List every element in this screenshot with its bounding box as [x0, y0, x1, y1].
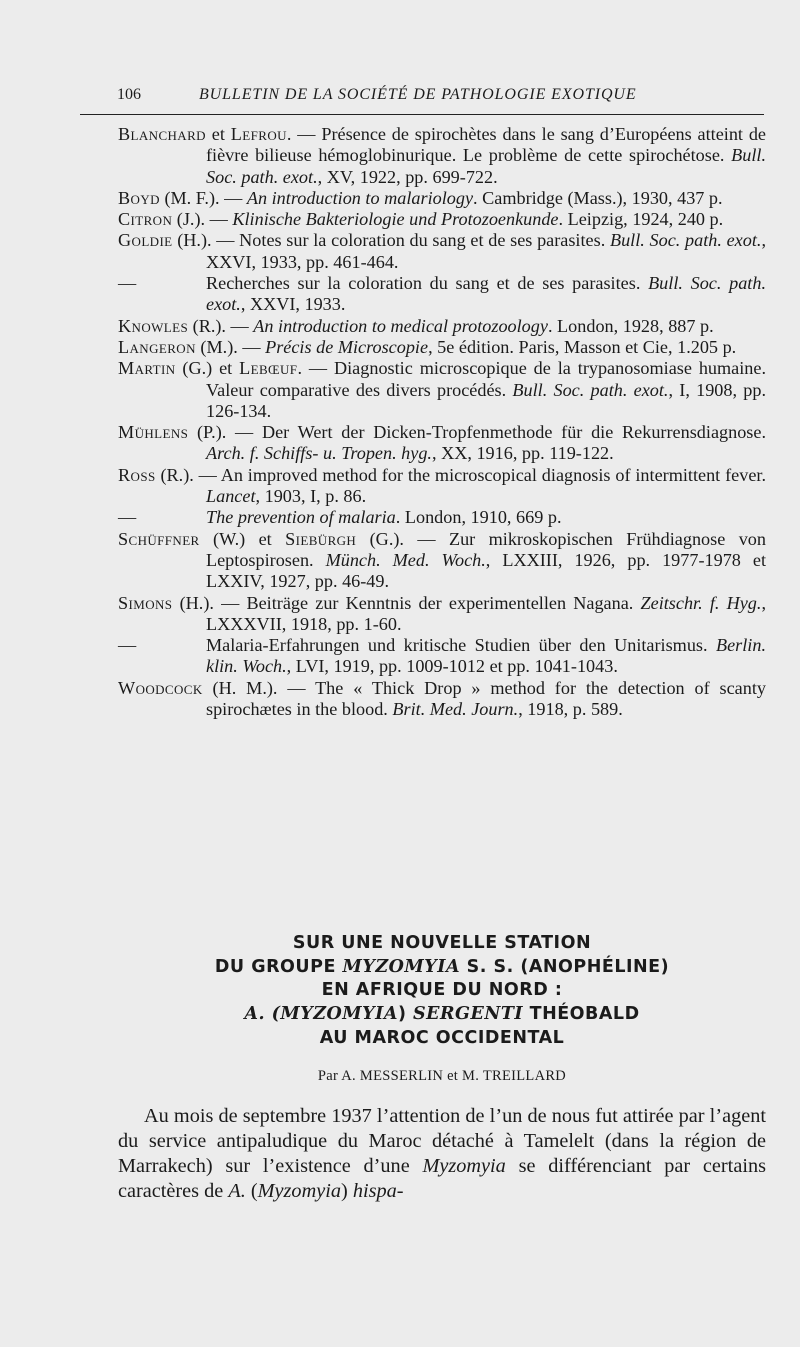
body-text: Au mois de septembre 1937 l’attention de l’un de nous fut attirée par l’agent du service antipaludique du Maroc détaché à Tamelelt (dans la région de Marrakech) sur l’existence d’une [118, 1105, 766, 1177]
reference-author-joiner: (W.) et [199, 528, 286, 549]
reference-text: (P.). — Der Wert der Dicken-Tropfenmethode für die Rekurrensdiagnose. [188, 422, 766, 443]
reference-text: (R.). — [188, 315, 254, 336]
reference-journal: Klinische Bakteriologie und Protozoenkunde [232, 209, 559, 230]
reference-tail: . Leipzig, 1924, 240 p. [558, 209, 724, 230]
reference-tail: , 5e édition. Paris, Masson et Cie, 1.205 p. [428, 336, 737, 357]
reference-text: (H. M.). — The « Thick Drop » method for the detection of scanty spirochætes in the blood. [202, 677, 766, 720]
reference-item [118, 465, 766, 508]
reference-text: (H.). — Notes sur la coloration du sang et de ses parasites. [172, 230, 610, 251]
running-title: BULLETIN DE LA SOCIÉTÉ DE PATHOLOGIE EXOTIQUE [199, 86, 637, 103]
reference-item [118, 358, 766, 422]
reference-journal: Arch. f. Schiffs- u. Tropen. hyg. [206, 443, 432, 464]
reference-tail: , LXXXVII, 1918, pp. 1-60. [206, 592, 766, 634]
reference-journal: Bull. Soc. path. exot. [609, 230, 762, 251]
reference-journal: Bull. Soc. path. exot. [512, 379, 669, 400]
reference-item [118, 124, 766, 188]
reference-text: (M.). — [195, 336, 266, 357]
title-text: DU GROUPE [214, 956, 343, 977]
reference-author-joiner: (G.) et [175, 358, 240, 379]
title-line [118, 1003, 766, 1027]
reference-journal: Berlin. klin. Woch. [206, 635, 766, 677]
reference-author-joiner: et [205, 124, 231, 144]
title-text: THÉOBALD [523, 1004, 640, 1025]
reference-author: Siebürgh [285, 528, 357, 549]
reference-text: . — Diagnostic microscopique de la trypanosomiase humaine. Valeur comparative des divers procédés. [206, 358, 766, 400]
reference-text: Recherches sur la coloration du sang et de ses parasites. [206, 273, 649, 294]
ditto-dash: — [118, 507, 137, 528]
body-paragraph [118, 1104, 766, 1204]
reference-journal: Zeitschr. f. Hyg. [640, 592, 762, 613]
article-title [118, 932, 766, 1051]
reference-text: (H.). — Beiträge zur Kenntnis der experimentellen Nagana. [172, 592, 641, 613]
reference-tail: , XXVI, 1933, pp. 461-464. [206, 230, 766, 272]
reference-item [118, 209, 766, 230]
reference-author: Lebœuf [239, 358, 298, 379]
title-line: SUR UNE NOUVELLE STATION [292, 933, 592, 953]
reference-item [118, 635, 766, 678]
reference-item [118, 188, 766, 209]
reference-item [118, 593, 766, 636]
reference-journal: Lancet [206, 486, 256, 507]
reference-journal: Précis de Microscopie [265, 336, 429, 357]
genus-initial: A. ( [244, 1004, 281, 1025]
genus-initial: A. [228, 1180, 246, 1202]
reference-tail: . Cambridge (Mass.), 1930, 437 p. [473, 187, 723, 208]
ditto-dash: — [118, 273, 137, 294]
reference-author: Boyd [118, 187, 160, 208]
reference-item [118, 316, 766, 337]
reference-item [118, 337, 766, 358]
reference-item [118, 507, 766, 528]
reference-author: Simons [118, 592, 173, 613]
reference-tail: , 1918, p. 589. [518, 699, 623, 720]
reference-journal: Bull. Soc. path. exot. [206, 273, 766, 315]
reference-author: Lefrou [230, 124, 287, 144]
reference-tail: , XXVI, 1933. [240, 294, 346, 315]
reference-item [118, 529, 766, 593]
title-line [118, 956, 766, 980]
reference-tail: , I, 1908, pp. 126-134. [206, 379, 766, 421]
species-name: SERGENTI [413, 1004, 524, 1025]
reference-tail: . London, 1928, 887 p. [547, 315, 714, 336]
reference-author: Knowles [118, 315, 189, 336]
page-number: 106 [117, 86, 141, 103]
title-text: ) [397, 1004, 414, 1025]
reference-text: . — Présence de spirochètes dans le sang d’Européens atteint de fièvre bilieuse hémoglobinurique. Le problème de cette spirochétose. [206, 124, 766, 166]
reference-item [118, 230, 766, 273]
genus-name: Myzomyia [422, 1155, 506, 1177]
reference-text: (J.). — [172, 209, 233, 230]
reference-tail: , XX, 1916, pp. 119-122. [431, 443, 614, 464]
reference-text: Malaria-Erfahrungen und kritische Studien über den Unitarismus. [206, 635, 716, 656]
reference-text: (G.). — Zur mikroskopischen Frühdiagnose von Leptospirosen. [206, 528, 766, 570]
title-text: S. S. (ANOPHÉLINE) [460, 956, 670, 977]
reference-text: (M. F.). — [159, 187, 247, 208]
reference-author: Goldie [118, 230, 173, 251]
reference-author: Martin [118, 358, 176, 379]
body-text: ) [341, 1180, 353, 1202]
reference-author: Ross [118, 464, 156, 485]
byline: Par A. MESSERLIN et M. TREILLARD [317, 1068, 567, 1084]
reference-item [118, 422, 766, 465]
reference-author: Woodcock [118, 677, 203, 698]
reference-list [118, 124, 766, 720]
genus-name: MYZOMYIA [280, 1004, 398, 1025]
reference-author: Mühlens [118, 422, 189, 443]
reference-tail: , LXXIII, 1926, pp. 1977-1978 et LXXIV, 1927, pp. 46-49. [206, 549, 767, 592]
reference-tail: , LVI, 1919, pp. 1009-1012 et pp. 1041-1043. [286, 656, 618, 677]
reference-tail: , 1903, I, p. 86. [255, 486, 367, 507]
reference-item [118, 273, 766, 316]
reference-author: Blanchard [118, 124, 206, 144]
genus-name: MYZOMYIA [342, 956, 461, 977]
reference-author: Schüffner [118, 528, 200, 549]
title-line: EN AFRIQUE DU NORD : [321, 980, 563, 1001]
genus-name: Myzomyia [257, 1180, 341, 1202]
body-text: ( [245, 1180, 258, 1202]
reference-tail: , XV, 1922, pp. 699-722. [317, 166, 498, 187]
reference-journal: Bull. Soc. path. exot. [206, 145, 766, 187]
header-rule [80, 114, 764, 115]
reference-journal: An introduction to malariology [246, 187, 474, 208]
reference-journal: The prevention of malaria [206, 507, 396, 528]
reference-tail: . London, 1910, 669 p. [395, 507, 562, 528]
reference-journal: An introduction to medical protozoology [253, 315, 548, 336]
reference-item [118, 678, 766, 721]
reference-author: Langeron [118, 336, 196, 357]
reference-journal: Münch. Med. Woch. [325, 549, 486, 570]
title-line: AU MAROC OCCIDENTAL [319, 1027, 565, 1048]
ditto-dash: — [118, 635, 137, 656]
species-name: hispa- [352, 1180, 404, 1202]
reference-text: (R.). — An improved method for the microscopical diagnosis of intermittent fever. [155, 464, 766, 485]
reference-author: Citron [118, 209, 173, 230]
reference-journal: Brit. Med. Journ. [392, 699, 519, 720]
body-text: se différenciant par certains caractères de [118, 1155, 766, 1202]
running-header [117, 86, 764, 108]
